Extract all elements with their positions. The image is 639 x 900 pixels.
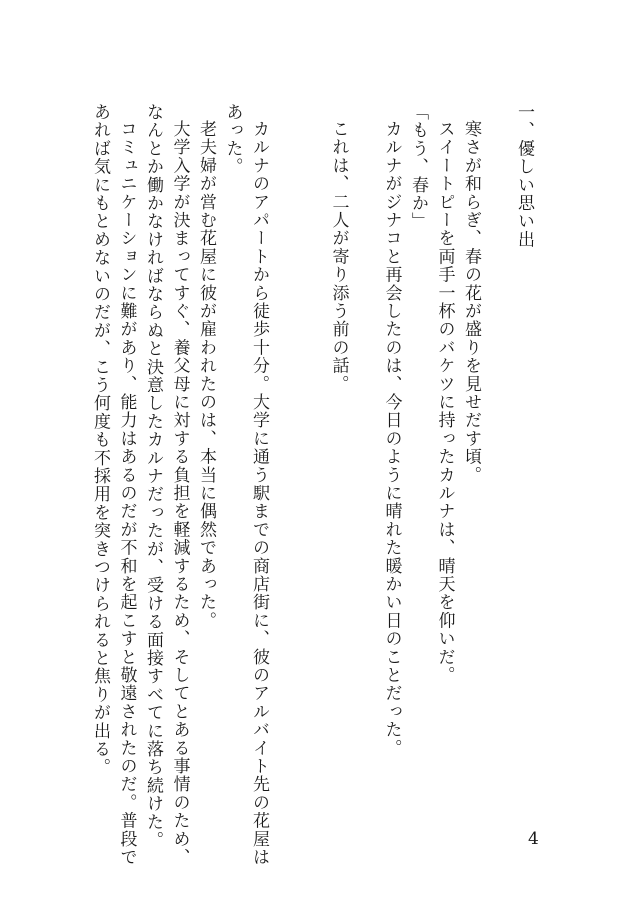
text-line: これは、二人が寄り添う前の話。: [328, 120, 349, 393]
text-line: あれば気にもとめないのだが、こう何度も不採用を突きつけられると焦りが出る。: [90, 103, 110, 777]
vertical-text-body: [87, 103, 538, 867]
text-line: カルナのアパートから徒歩十分。大学に通う駅までの商店街に、彼のアルバイト先の花屋は: [249, 120, 269, 867]
text-line: スイートピーを両手一杯のバケツに持ったカルナは、晴天を仰いだ。: [434, 120, 455, 685]
page-number: 4: [528, 829, 539, 849]
text-line: カルナがジナコと再会したのは、今日のように晴れた暖かい日のことだった。: [381, 120, 402, 757]
chapter-heading: 一、優しい思い出: [514, 103, 534, 249]
text-line: 老夫婦が営む花屋に彼が雇われたのは、本当に偶然であった。: [196, 120, 216, 630]
dialogue-line: 「もう、春か」: [408, 103, 428, 231]
text-line: 寒さが和らぎ、春の花が盛りを見せだす頃。: [461, 120, 481, 484]
blank-line: [352, 103, 379, 843]
blank-line: [299, 103, 326, 843]
text-line: 大学入学が決まってすぐ、養父母に対する負担を軽減するため、そしてとある事情のため、: [169, 120, 190, 867]
blank-line: [484, 103, 511, 843]
text-line: なんとか働かなければならぬと決意したカルナだったが、受ける面接すべてに落ち続けた。: [143, 103, 163, 850]
text-line: あった。: [222, 103, 243, 176]
text-line: コミュニケーションに難があり、能力はあるのだが不和を起こすと敬遠されたのだ。普段で: [116, 120, 137, 867]
blank-line: [272, 103, 299, 843]
